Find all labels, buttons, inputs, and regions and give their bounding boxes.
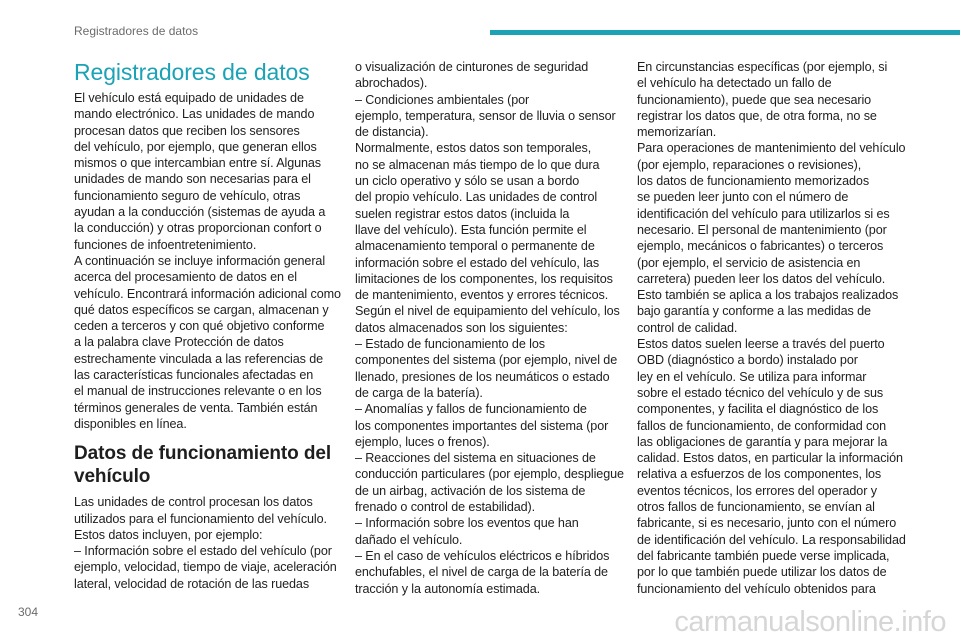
text-line: el manual de instrucciones relevante o en los (74, 384, 322, 399)
text-line: funcionamiento del vehículo obtenidos para (637, 581, 876, 596)
text-line: abrochados). (355, 76, 428, 91)
text-line: de un airbag, activación de los sistema de (355, 483, 586, 498)
column-2-text (355, 59, 627, 597)
text-line: frenado o control de estabilidad). (355, 500, 536, 515)
text-line: suelen registrar estos datos (incluida la (355, 206, 570, 221)
text-line: de identificación del vehículo. La responsabilidad (637, 532, 906, 547)
text-line: un ciclo operativo y sólo se usan a bordo (355, 174, 580, 189)
text-line: ejemplo, temperatura, sensor de lluvia o sensor (355, 108, 616, 123)
text-line: disponibles en línea. (74, 416, 187, 431)
text-line: – Condiciones ambientales (por (355, 92, 530, 107)
text-line: fallos de funcionamiento, de conformidad con (637, 418, 887, 433)
page-title: Registradores de datos (74, 59, 310, 85)
text-line: relativa a esfuerzos de los componentes, los (637, 467, 882, 482)
text-line: estrechamente vinculada a las referencias de (74, 351, 324, 366)
text-line: otros fallos de funcionamiento, se envían al (637, 500, 875, 515)
text-line: calidad. Estos datos, en particular la información (637, 451, 903, 466)
text-line: fabricante, si es necesario, junto con el número (637, 516, 897, 531)
column-3 (637, 59, 909, 597)
text-line: o visualización de cinturones de seguridad (355, 60, 589, 74)
text-line: componentes, y facilita el diagnóstico de los (637, 402, 879, 417)
text-line: ejemplo, luces o frenos). (355, 434, 490, 449)
text-line: ayudan a la conducción (sistemas de ayuda a (74, 205, 326, 220)
text-line: Estos datos suelen leerse a través del puerto (637, 337, 885, 352)
text-line: identificación del vehículo para utilizarlos si es (637, 206, 890, 221)
text-line: necesario. El personal de mantenimiento (por (637, 222, 887, 237)
text-line: enchufables, el nivel de carga de la batería de (355, 565, 608, 580)
page-number: 304 (18, 605, 39, 619)
text-line: de carga de la batería). (355, 385, 483, 400)
text-line: almacenamiento temporal o permanente de (355, 239, 595, 254)
text-line: mando electrónico. Las unidades de mando (74, 107, 315, 122)
text-line: llenado, presiones de los neumáticos o estado (355, 369, 610, 384)
running-title: Registradores de datos (74, 24, 199, 38)
text-line: – En el caso de vehículos eléctricos e híbridos (355, 548, 610, 563)
text-line: componentes del sistema (por ejemplo, nivel de (355, 353, 618, 368)
text-line: En circunstancias específicas (por ejemplo, si (637, 60, 888, 74)
text-line: la conducción) y otras proporcionan confort o (74, 221, 322, 236)
text-line: Normalmente, estos datos son temporales, (355, 141, 592, 156)
text-line: funcionamiento), puede que sea necesario (637, 92, 872, 107)
text-line: control de calidad. (637, 320, 738, 335)
text-line: sobre el estado técnico del vehículo y de sus (637, 385, 884, 400)
text-line: los datos de funcionamiento memorizados (637, 174, 870, 189)
text-line: bajo garantía y conforme a las medidas de (637, 304, 871, 319)
text-line: – Reacciones del sistema en situaciones de (355, 451, 596, 466)
text-line: registrar los datos que, de otra forma, no se (637, 108, 877, 123)
text-line: conducción particulares (por ejemplo, despliegue (355, 467, 624, 482)
text-line: llave del vehículo). Esta función permite el (355, 222, 587, 237)
column-2 (355, 59, 627, 597)
column-1 (74, 58, 346, 592)
text-line: Según el nivel de equipamiento del vehículo, los (355, 304, 620, 319)
text-line: las características funcionales afectadas en (74, 368, 314, 383)
text-line: limitaciones de los componentes, los requisitos (355, 271, 613, 286)
text-line: (por ejemplo, reparaciones o revisiones), (637, 157, 862, 172)
text-line: el vehículo ha detectado un fallo de (637, 76, 832, 91)
text-line: carretera) pueden leer los datos del vehículo. (637, 271, 886, 286)
text-line: El vehículo está equipado de unidades de (74, 91, 304, 105)
text-line: de mantenimiento, eventos y errores técnicos. (355, 288, 609, 303)
text-line: (por ejemplo, el servicio de asistencia en (637, 255, 861, 270)
header-accent-bar (490, 30, 960, 35)
column-3-text (637, 59, 909, 597)
text-line: OBD (diagnóstico a bordo) instalado por (637, 353, 858, 368)
text-line: eventos técnicos, los errores del operador y (637, 483, 877, 498)
text-line: utilizados para el funcionamiento del vehículo. (74, 511, 327, 526)
watermark: carmanualsonline.info (674, 606, 946, 638)
text-line: por lo que también puede utilizar los datos de (637, 565, 887, 580)
section-text-vehicle-data (74, 494, 346, 592)
text-line: – Anomalías y fallos de funcionamiento de (355, 402, 587, 417)
text-line: ley en el vehículo. Se utiliza para informar (637, 369, 867, 384)
text-line: ejemplo, velocidad, tiempo de viaje, aceleración (74, 560, 337, 575)
text-line: procesan datos que reciben los sensores (74, 123, 300, 138)
intro-text (74, 90, 346, 432)
text-line: mismos o que intercambian entre sí. Algunas (74, 156, 322, 171)
text-line: de distancia). (355, 125, 429, 140)
text-line: – Información sobre el estado del vehículo (por (74, 544, 332, 559)
text-line: funcionamiento seguro de vehículo, otras (74, 188, 301, 203)
text-line: – Información sobre los eventos que han (355, 516, 579, 531)
text-line: tracción y la autonomía estimada. (355, 581, 541, 596)
text-line: los componentes importantes del sistema (por (355, 418, 609, 433)
text-line: Las unidades de control procesan los datos (74, 495, 313, 510)
text-line: memorizarían. (637, 125, 717, 140)
text-line: se pueden leer junto con el número de (637, 190, 849, 205)
text-line: acerca del procesamiento de datos en el (74, 270, 297, 285)
text-line: ejemplo, mecánicos o fabricantes) o terceros (637, 239, 884, 254)
text-line: Estos datos incluyen, por ejemplo: (74, 527, 263, 542)
text-line: datos almacenados son los siguientes: (355, 320, 568, 335)
text-line: – Estado de funcionamiento de los (355, 337, 545, 352)
text-line: unidades de mando son necesarias para el (74, 172, 311, 187)
text-line: qué datos específicos se cargan, almacenan y (74, 302, 329, 317)
text-line: vehículo. Encontrará información adicional como (74, 286, 341, 301)
text-line: del fabricante también puede verse implicada, (637, 548, 890, 563)
text-line: del vehículo, por ejemplo, que generan ellos (74, 139, 317, 154)
text-line: Esto también se aplica a los trabajos realizados (637, 288, 899, 303)
text-line: las obligaciones de garantía y para mejorar la (637, 434, 888, 449)
text-line: dañado el vehículo. (355, 532, 463, 547)
text-line: términos generales de venta. También están (74, 400, 318, 415)
text-line: Para operaciones de mantenimiento del vehículo (637, 141, 906, 156)
text-line: A continuación se incluye información general (74, 253, 326, 268)
text-line: ceden a terceros y con qué objetivo conforme (74, 319, 325, 334)
text-line: funciones de infoentretenimiento. (74, 237, 257, 252)
text-line: información sobre el estado del vehículo, las (355, 255, 600, 270)
section-heading-vehicle-data: Datos de funcionamiento del vehículo (74, 443, 331, 488)
text-line: a la palabra clave Protección de datos (74, 335, 284, 350)
text-line: del propio vehículo. Las unidades de control (355, 190, 598, 205)
text-line: lateral, velocidad de rotación de las ruedas (74, 576, 310, 591)
text-line: no se almacenan más tiempo de lo que dura (355, 157, 600, 172)
